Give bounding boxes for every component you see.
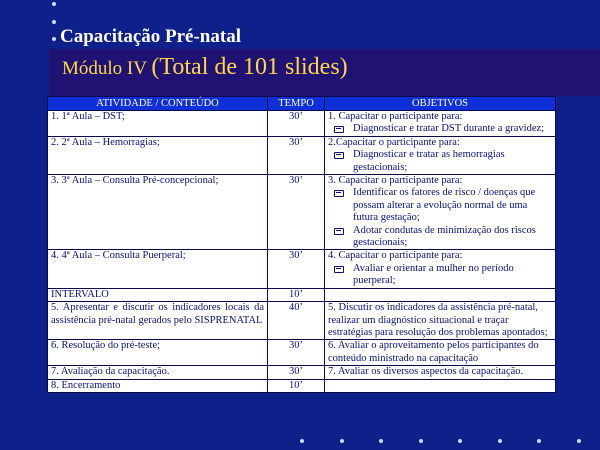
table-row [48, 111, 556, 137]
table-row [48, 250, 556, 288]
dot-icon [340, 439, 344, 443]
bullet-text: Diagnosticar e tratar as hemorragias gestacionais; [353, 149, 505, 173]
decorative-dots-bottom [300, 437, 590, 447]
objective-bullet [328, 263, 552, 288]
table-row [48, 136, 556, 174]
table-row [48, 379, 556, 392]
activity-cell: 4. 4ª Aula – Consulta Puerperal; [48, 250, 268, 288]
bullet-icon [334, 190, 344, 197]
objective-cell [325, 302, 556, 340]
objective-cell [325, 136, 556, 174]
time-cell: 30’ [268, 111, 325, 137]
objective-text: 3. Capacitar o participante para: [328, 175, 463, 187]
objective-text: 2.Capacitar o participante para: [328, 136, 460, 148]
dot-icon [458, 439, 462, 443]
objective-bullet [328, 225, 552, 250]
time-cell: 40’ [268, 302, 325, 340]
bullet-icon [334, 126, 344, 133]
objective-bullet [328, 149, 552, 174]
table-row [48, 175, 556, 250]
time-cell: 30’ [268, 175, 325, 250]
objective-text: 5. Discutir os indicadores da assistência pré-natal, realizar um diagnóstico situacional e traçar estratégias para resolução dos problemas apontados; [328, 302, 548, 338]
objective-cell [325, 111, 556, 137]
objective-text: 1. Capacitar o participante para: [328, 111, 463, 122]
dot-icon [419, 439, 423, 443]
activity-cell: 8. Encerramento [48, 379, 268, 392]
dot-icon [52, 37, 56, 41]
header-activity: ATIVIDADE / CONTEÚDO [48, 97, 268, 111]
objective-cell [325, 250, 556, 288]
subtitle-suffix: (Total de 101 slides) [151, 54, 348, 80]
objective-cell [325, 340, 556, 366]
table-header-row [48, 97, 556, 111]
activity-cell: 6. Resolução do pré-teste; [48, 340, 268, 366]
bullet-icon [334, 266, 344, 273]
bullet-icon [334, 152, 344, 159]
time-cell: 10’ [268, 379, 325, 392]
dot-icon [498, 439, 502, 443]
activity-cell: 1. 1ª Aula – DST; [48, 111, 268, 137]
activity-cell: 3. 3ª Aula – Consulta Pré-concepcional; [48, 175, 268, 250]
activity-cell: 2. 2ª Aula – Hemorragias; [48, 136, 268, 174]
time-cell: 30’ [268, 366, 325, 379]
schedule-table [47, 96, 556, 393]
page-subtitle [62, 54, 348, 81]
objective-bullet [328, 187, 552, 224]
bullet-text: Identificar os fatores de risco / doenças que possam alterar a evolução normal de uma futura gestação; [353, 187, 536, 224]
bullet-text: Diagnosticar e tratar DST durante a gravidez; [353, 123, 545, 135]
objective-cell [325, 366, 556, 379]
objective-text: 7. Avaliar os diversos aspectos da capacitação. [328, 366, 524, 378]
bullet-text: Adotar condutas de minimização dos riscos gestacionais; [353, 224, 536, 249]
header-time: TEMPO [268, 97, 325, 111]
table-row [48, 288, 556, 301]
dot-icon [52, 2, 56, 6]
table-row [48, 366, 556, 379]
table-row [48, 302, 556, 340]
page-title: Capacitação Pré-natal [60, 26, 241, 47]
dot-icon [537, 439, 541, 443]
dot-icon [52, 20, 56, 24]
objective-text: 6. Avaliar o aproveitamento pelos participantes do conteúdo ministrado na capacitação [328, 340, 539, 364]
objective-bullet [328, 123, 552, 135]
time-cell: 30’ [268, 136, 325, 174]
time-cell: 30’ [268, 250, 325, 288]
dot-icon [379, 439, 383, 443]
objective-text: 4. Capacitar o participante para: [328, 250, 463, 262]
dot-icon [300, 439, 304, 443]
activity-cell: INTERVALO [48, 288, 268, 301]
bullet-text: Avaliar e orientar a mulher no período puerperal; [353, 262, 514, 287]
activity-cell: 5. Apresentar e discutir os indicadores locais da assistência pré-natal gerados pelo SISPRENATAL [48, 302, 268, 340]
dot-icon [577, 439, 581, 443]
header-objectives: OBJETIVOS [325, 97, 556, 111]
objective-cell [325, 379, 556, 392]
time-cell: 10’ [268, 288, 325, 301]
activity-cell: 7. Avaliação da capacitação. [48, 366, 268, 379]
time-cell: 30’ [268, 340, 325, 366]
table-row [48, 340, 556, 366]
subtitle-prefix: Módulo IV [62, 58, 152, 79]
objective-cell [325, 175, 556, 250]
bullet-icon [334, 228, 344, 235]
objective-cell [325, 288, 556, 301]
